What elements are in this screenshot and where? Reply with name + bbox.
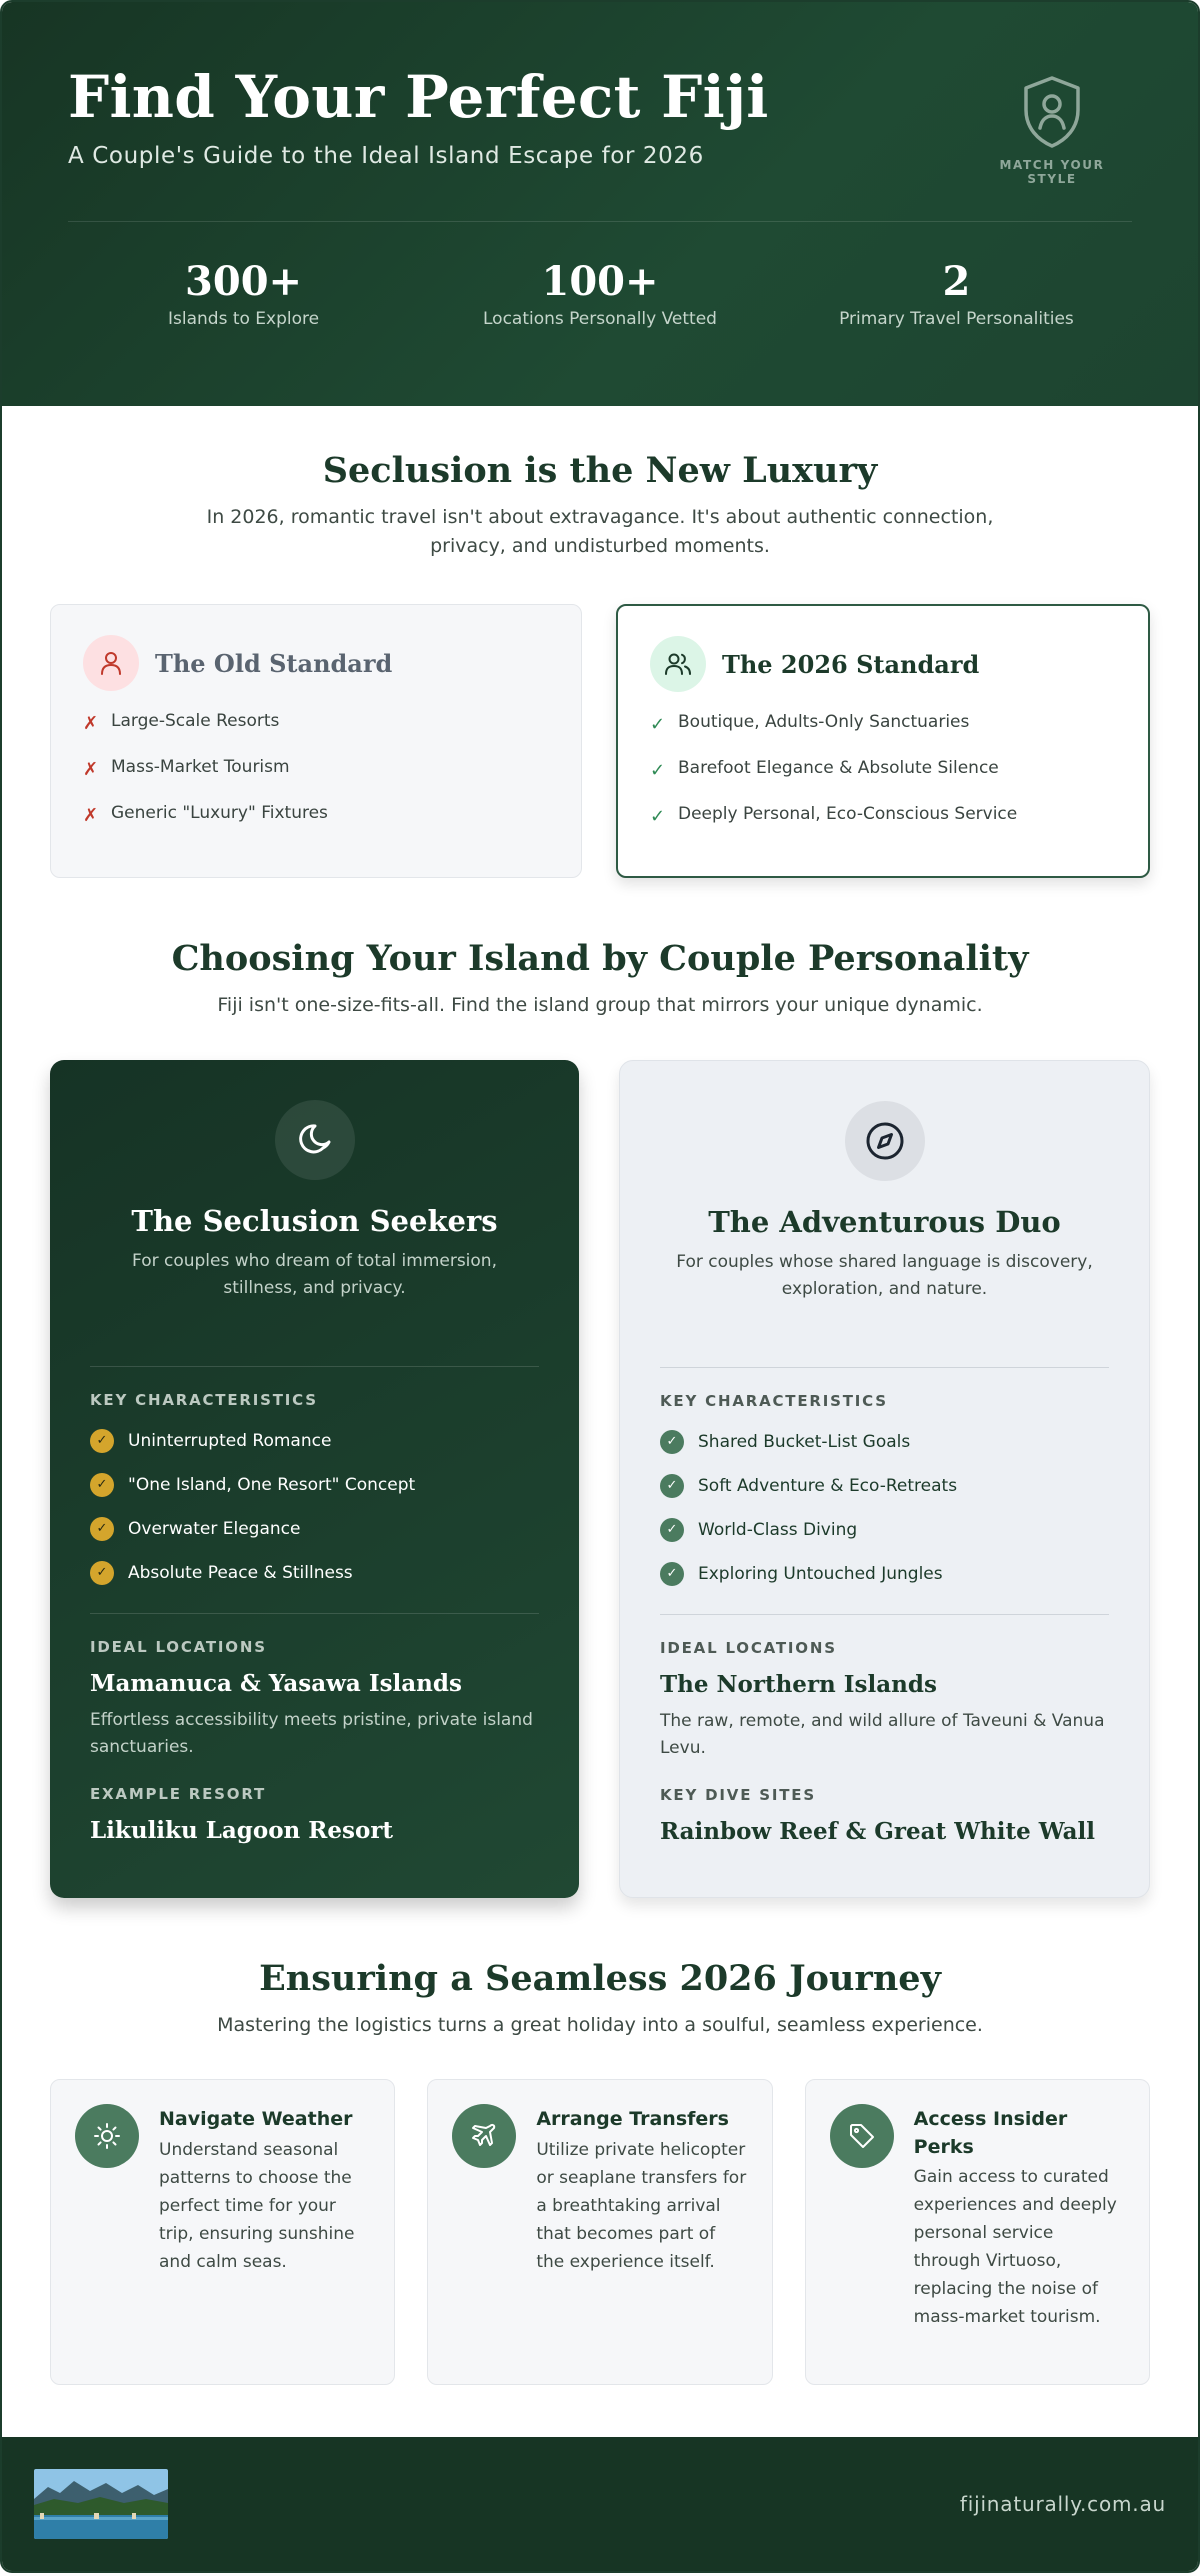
persona-row (2, 1060, 1198, 1898)
locations-label: IDEAL LOCATIONS (90, 1637, 267, 1656)
check-icon: ✓ (660, 1474, 684, 1498)
cross-icon: ✗ (83, 713, 99, 734)
location-title: Mamanuca & Yasawa Islands (90, 1669, 462, 1697)
divider (660, 1367, 1109, 1368)
divider (660, 1614, 1109, 1615)
tip-text: Utilize private helicopter or seaplane transfers for a breathtaking arrival that becomes part of the experience itself. (536, 2139, 747, 2272)
list-item (90, 1507, 539, 1551)
compass-icon (845, 1101, 925, 1181)
check-icon: ✓ (650, 714, 666, 735)
stat-value: 100+ (541, 257, 659, 305)
tip-card-perks (805, 2079, 1150, 2385)
check-icon: ✓ (650, 806, 666, 827)
moon-icon (275, 1100, 355, 1180)
characteristics-list (90, 1419, 539, 1595)
old-standard-card (50, 604, 582, 878)
check-icon: ✓ (660, 1518, 684, 1542)
card-title: The Old Standard (155, 648, 393, 678)
page-subtitle: A Couple's Guide to the Ideal Island Escape for 2026 (68, 142, 704, 169)
list-item-text: Barefoot Elegance & Absolute Silence (678, 758, 999, 778)
match-style-badge (972, 74, 1132, 186)
location-title: The Northern Islands (660, 1670, 937, 1698)
list-item (83, 757, 549, 803)
list-item (83, 711, 549, 757)
journey-section (2, 1898, 1198, 2386)
badge-label: MATCH YOUR STYLE (999, 158, 1105, 186)
stat-value: 300+ (185, 257, 303, 305)
comparison-row (2, 604, 1198, 878)
persona-title: The Adventurous Duo (708, 1204, 1061, 1239)
section-title: Seclusion is the New Luxury (322, 450, 878, 491)
list-item-text: Boutique, Adults-Only Sanctuaries (678, 712, 970, 732)
list-item-text: Overwater Elegance (128, 1518, 301, 1539)
list-item-text: Deeply Personal, Eco-Conscious Service (678, 804, 1018, 824)
stat-label: Primary Travel Personalities (839, 308, 1074, 329)
footer (2, 2437, 1198, 2571)
seclusion-section (2, 406, 1198, 878)
tip-body (914, 2104, 1125, 2360)
list-item (660, 1464, 1109, 1508)
list-item (650, 804, 1116, 850)
check-icon: ✓ (90, 1561, 114, 1585)
shield-person-icon (1020, 74, 1084, 150)
list-item-text: "One Island, One Resort" Concept (128, 1474, 416, 1495)
location-text: Effortless accessibility meets pristine, private island sanctuaries. (90, 1709, 533, 1757)
section-title: Ensuring a Seamless 2026 Journey (259, 1957, 941, 1999)
footer-url[interactable]: fijinaturally.com.au (959, 2492, 1166, 2516)
adventurous-duo-card (619, 1060, 1150, 1898)
old-standard-list (83, 711, 549, 849)
cross-icon: ✗ (83, 805, 99, 826)
check-icon: ✓ (90, 1517, 114, 1541)
hero-banner (2, 2, 1198, 406)
section-title: Choosing Your Island by Couple Personality (171, 938, 1029, 979)
tip-text: Gain access to curated experiences and deeply personal service through Virtuoso, replacing the noise of mass-market tourism. (913, 2167, 1117, 2328)
list-item (90, 1419, 539, 1463)
list-item-text: Absolute Peace & Stillness (128, 1562, 353, 1583)
list-item (90, 1463, 539, 1507)
list-item-text: Uninterrupted Romance (128, 1430, 332, 1451)
tip-body (159, 2104, 370, 2360)
tip-card-weather (50, 2079, 395, 2385)
tip-text: Understand seasonal patterns to choose the perfect time for your trip, ensuring sunshine and calm seas. (159, 2139, 355, 2272)
dive-sites-title: Rainbow Reef & Great White Wall (660, 1817, 1095, 1845)
tip-body (536, 2104, 747, 2360)
characteristics-label: KEY CHARACTERISTICS (660, 1391, 888, 1410)
section-subtitle: In 2026, romantic travel isn't about extravagance. It's about authentic connection, privacy, and undisturbed moments. (206, 506, 994, 557)
section-subtitle: Mastering the logistics turns a great holiday into a soulful, seamless experience. (217, 2013, 983, 2036)
section-subtitle: Fiji isn't one-size-fits-all. Find the island group that mirrors your unique dynamic. (217, 994, 983, 1016)
list-item-text: Exploring Untouched Jungles (698, 1563, 943, 1584)
characteristics-label: KEY CHARACTERISTICS (90, 1390, 318, 1409)
locations-label: IDEAL LOCATIONS (660, 1638, 837, 1657)
persona-description: For couples whose shared language is discovery, exploration, and nature. (676, 1251, 1093, 1299)
card-title: The 2026 Standard (722, 649, 980, 679)
cross-icon: ✗ (83, 759, 99, 780)
card-header (650, 636, 1116, 692)
list-item (660, 1508, 1109, 1552)
personality-section (2, 878, 1198, 1898)
divider (90, 1366, 539, 1367)
stat-islands (68, 258, 419, 329)
couple-icon (650, 636, 706, 692)
check-icon: ✓ (660, 1430, 684, 1454)
new-standard-list (650, 712, 1116, 850)
check-icon: ✓ (90, 1429, 114, 1453)
check-icon: ✓ (650, 760, 666, 781)
list-item (90, 1551, 539, 1595)
list-item (650, 758, 1116, 804)
stat-locations (424, 258, 775, 329)
stats-row (68, 222, 1132, 329)
sun-icon (75, 2104, 139, 2168)
stat-label: Islands to Explore (168, 308, 320, 329)
resort-label: EXAMPLE RESORT (90, 1784, 267, 1803)
tag-icon (830, 2104, 894, 2168)
list-item (83, 803, 549, 849)
island-photo (34, 2469, 168, 2539)
check-icon: ✓ (90, 1473, 114, 1497)
list-item (660, 1552, 1109, 1596)
stat-personalities (781, 258, 1132, 329)
seclusion-seekers-card (50, 1060, 579, 1898)
location-text: The raw, remote, and wild allure of Taveuni & Vanua Levu. (660, 1710, 1105, 1758)
tip-title: Access Insider Perks (913, 2108, 1068, 2158)
list-item-text: Mass-Market Tourism (111, 757, 290, 777)
resort-title: Likuliku Lagoon Resort (90, 1816, 394, 1844)
tip-title: Arrange Transfers (536, 2108, 729, 2130)
characteristics-list (660, 1420, 1109, 1596)
person-icon (83, 635, 139, 691)
stat-label: Locations Personally Vetted (483, 308, 717, 329)
plane-icon (452, 2104, 516, 2168)
list-item (660, 1420, 1109, 1464)
divider (90, 1613, 539, 1614)
stat-value: 2 (942, 257, 971, 305)
card-header (83, 635, 549, 691)
persona-description: For couples who dream of total immersion, stillness, and privacy. (132, 1250, 497, 1298)
persona-title: The Seclusion Seekers (131, 1203, 498, 1238)
list-item-text: Generic "Luxury" Fixtures (111, 803, 328, 823)
list-item-text: Soft Adventure & Eco-Retreats (698, 1475, 958, 1496)
page-title: Find Your Perfect Fiji (68, 63, 769, 131)
tip-title: Navigate Weather (159, 2108, 353, 2130)
list-item-text: Shared Bucket-List Goals (698, 1431, 911, 1452)
dive-sites-label: KEY DIVE SITES (660, 1785, 816, 1804)
new-standard-card (616, 604, 1150, 878)
list-item-text: Large-Scale Resorts (111, 711, 280, 731)
tip-card-transfers (427, 2079, 772, 2385)
list-item (650, 712, 1116, 758)
list-item-text: World-Class Diving (698, 1519, 858, 1540)
tips-row (2, 2079, 1198, 2385)
check-icon: ✓ (660, 1562, 684, 1586)
